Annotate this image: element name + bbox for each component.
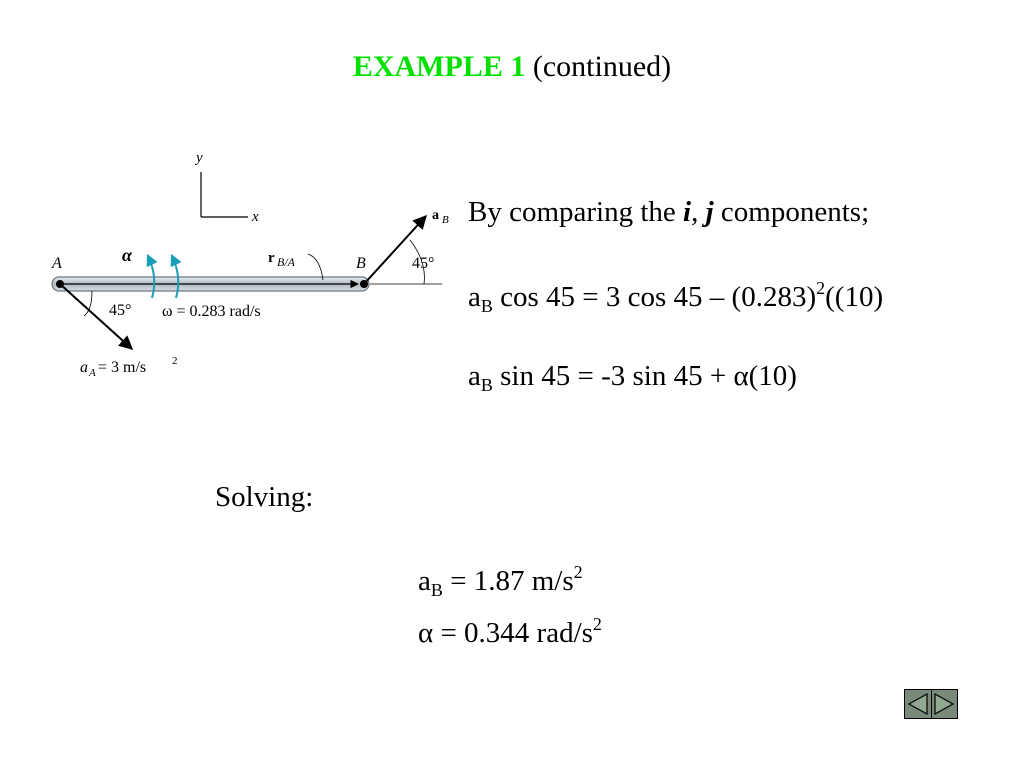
equation-i-component	[468, 278, 883, 317]
axis-x-label: x	[252, 209, 259, 225]
axis-y-label: y	[196, 150, 203, 166]
a-a-subscript: A	[89, 367, 96, 379]
previous-slide-button[interactable]	[905, 690, 932, 718]
point-a-label: A	[52, 255, 62, 272]
slide-title	[0, 50, 1024, 84]
res1-symbol: a	[418, 565, 431, 597]
alpha-label: α	[122, 245, 132, 265]
a-b-subscript: B	[442, 214, 449, 226]
res1-subscript: B	[430, 580, 443, 600]
result-alpha	[418, 614, 602, 650]
r-ba-leader	[308, 254, 323, 280]
next-slide-icon	[933, 692, 955, 716]
a-a-superscript: 2	[172, 355, 178, 367]
comparing-comma: ,	[691, 196, 706, 228]
eq2-body: sin 45 = -3 sin 45 + α(10)	[492, 360, 797, 392]
res1-superscript: 2	[573, 562, 583, 582]
slide-navigation	[904, 689, 958, 719]
a-b-label: a	[432, 208, 439, 223]
r-ba-subscript: B/A	[277, 255, 295, 269]
point-b-label: B	[356, 255, 366, 272]
comparing-post: components;	[713, 196, 870, 228]
angle-b-label: 45°	[412, 255, 435, 272]
solving-label: Solving:	[215, 481, 314, 513]
r-ba-label: r	[268, 250, 275, 266]
previous-slide-icon	[907, 692, 929, 716]
coordinate-axes	[194, 150, 259, 225]
omega-label: ω = 0.283 rad/s	[162, 303, 261, 320]
rod-diagram	[40, 140, 460, 390]
equation-j-component	[468, 360, 797, 396]
res2-body: α = 0.344 rad/s	[418, 617, 593, 649]
comparing-pre: By comparing the	[468, 196, 684, 228]
res1-body: = 1.87 m/s	[442, 565, 574, 597]
result-ab	[418, 562, 583, 601]
eq1-subscript: B	[480, 296, 493, 316]
title-highlight: EXAMPLE 1	[352, 50, 526, 83]
eq1-symbol: a	[468, 281, 481, 313]
a-a-value: = 3 m/s	[98, 359, 147, 376]
eq1-end: ((10)	[825, 281, 884, 313]
a-a-label: a	[80, 359, 88, 376]
comparing-text	[468, 196, 869, 229]
i-unit-vector: i	[683, 196, 692, 228]
eq2-subscript: B	[480, 375, 493, 395]
title-rest: (continued)	[532, 50, 672, 83]
next-slide-button[interactable]	[932, 690, 958, 718]
eq1-superscript: 2	[816, 278, 826, 298]
eq2-symbol: a	[468, 360, 481, 392]
j-unit-vector: j	[705, 196, 714, 228]
eq1-body: cos 45 = 3 cos 45 – (0.283)	[492, 281, 817, 313]
res2-superscript: 2	[592, 614, 602, 634]
angle-a-label: 45°	[109, 302, 132, 319]
